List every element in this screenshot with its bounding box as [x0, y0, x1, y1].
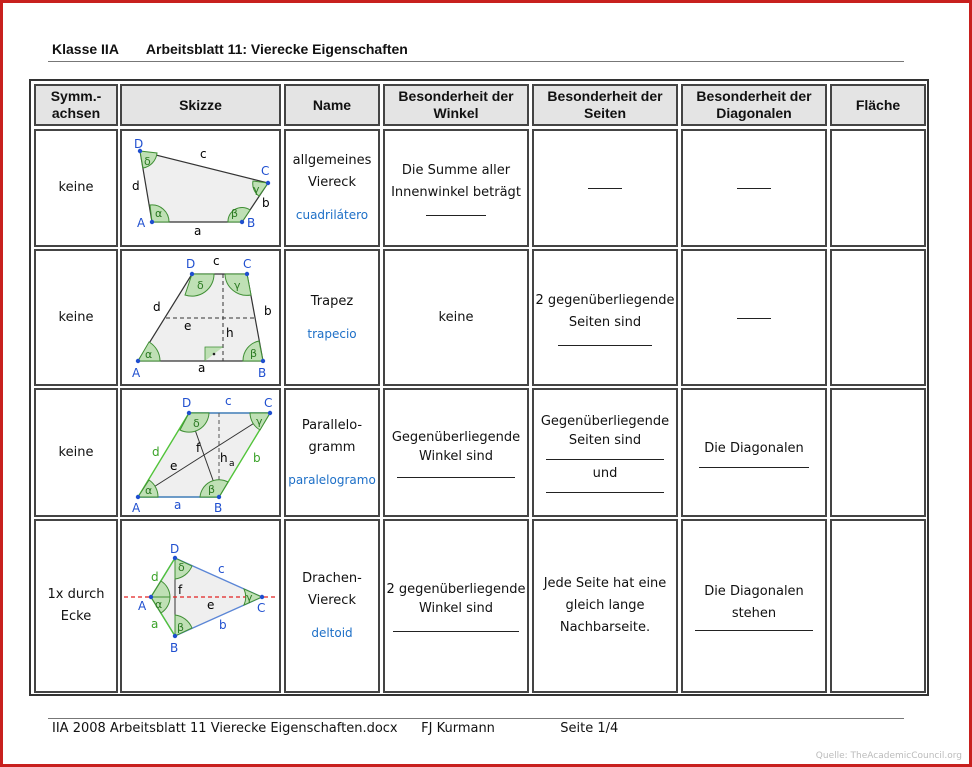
page-header — [52, 41, 408, 57]
label-delta: δ — [193, 417, 200, 430]
label-B: B — [214, 501, 223, 515]
label-beta: β — [231, 207, 239, 220]
label-B: B — [258, 366, 267, 380]
label-alpha: α — [145, 484, 153, 497]
label-gamma: γ — [246, 591, 253, 604]
footer-page: Seite 1/4 — [560, 721, 619, 736]
col-header-winkel — [383, 84, 529, 126]
row4-winkel — [383, 519, 529, 693]
row4-name-line1: Drachen- — [302, 571, 362, 586]
label-a: a — [198, 361, 206, 375]
row1-symm-text: keine — [58, 180, 94, 195]
row3-diag — [681, 388, 827, 517]
row3-symm — [34, 388, 118, 517]
label-ha: a — [229, 459, 235, 469]
row1-winkel — [383, 129, 529, 247]
row4-name — [284, 519, 380, 693]
row1-sketch — [120, 129, 281, 247]
row4-seiten-line3: Nachbarseite. — [559, 620, 651, 635]
label-delta: δ — [144, 155, 151, 168]
label-b: b — [262, 196, 270, 210]
col-header-flaeche-label: Fläche — [855, 96, 901, 113]
row2-seiten-blank[interactable] — [558, 344, 652, 346]
row3-name-line2: gramm — [308, 439, 356, 455]
col-header-diagonalen — [681, 84, 827, 126]
row4-sketch — [120, 519, 281, 693]
col-header-flaeche — [830, 84, 926, 126]
row3-name-es: paralelogramo — [288, 472, 376, 487]
label-B: B — [170, 641, 179, 655]
col-header-name-label: Name — [312, 96, 352, 113]
label-delta: δ — [197, 279, 204, 292]
label-f: f — [178, 583, 183, 597]
row3-winkel-line2: Winkel sind — [418, 448, 494, 464]
label-B: B — [247, 216, 256, 230]
row1-name-es: cuadrilátero — [295, 208, 369, 222]
col-header-skizze-label: Skizze — [179, 96, 222, 113]
row3-name-line1: Parallelo- — [301, 417, 363, 433]
row3-seiten-line2: Seiten sind — [568, 433, 642, 448]
row2-seiten — [532, 249, 678, 386]
row4-name-line2: Viereck — [308, 593, 356, 608]
label-alpha: α — [155, 598, 163, 611]
label-gamma: γ — [253, 183, 260, 196]
row4-symm-text: 1x durch Ecke — [47, 587, 105, 624]
row2-name-line1: Trapez — [310, 293, 354, 309]
label-c: c — [200, 147, 207, 161]
row3-diag-line1: Die Diagonalen — [704, 440, 804, 456]
label-A: A — [132, 366, 141, 380]
label-b: b — [219, 618, 227, 632]
label-D: D — [170, 542, 180, 556]
footer-divider — [48, 718, 904, 719]
label-C: C — [257, 601, 266, 615]
row3-flaeche[interactable] — [830, 388, 926, 517]
row4-diag-line1: Die Diagonalen stehen — [704, 584, 804, 621]
label-C: C — [261, 164, 270, 178]
label-a: a — [194, 224, 202, 238]
label-e: e — [170, 459, 178, 473]
label-D: D — [186, 257, 196, 271]
label-gamma: γ — [234, 279, 241, 292]
header-divider — [48, 61, 904, 62]
label-d: d — [132, 179, 140, 193]
row1-diag — [681, 129, 827, 247]
row2-seiten-line1: 2 gegenüberliegende — [535, 292, 675, 308]
label-C: C — [264, 396, 273, 410]
label-alpha: α — [155, 207, 163, 220]
properties-table — [29, 79, 929, 696]
col-header-diagonalen-label: Besonderheit der Diagonalen — [696, 88, 812, 121]
row3-seiten-blank1[interactable] — [546, 458, 664, 460]
col-header-seiten-label: Besonderheit der Seiten — [547, 88, 663, 121]
parallelogram-sketch — [122, 390, 279, 515]
row4-flaeche[interactable] — [830, 519, 926, 693]
row3-seiten-line1: Gegenüberliegende — [540, 414, 670, 429]
row4-winkel-line2: Winkel sind — [418, 601, 494, 616]
label-c: c — [225, 394, 232, 408]
col-header-symm-label: Symm.-achsen — [50, 88, 102, 121]
quadrilateral-sketch — [122, 131, 279, 245]
row2-sketch — [120, 249, 281, 386]
label-D: D — [182, 396, 192, 410]
label-beta: β — [177, 621, 185, 634]
row4-diag — [681, 519, 827, 693]
class-label: Klasse IIA — [52, 41, 119, 57]
label-A: A — [138, 599, 147, 613]
row2-diag-blank[interactable] — [737, 317, 771, 319]
row1-flaeche[interactable] — [830, 129, 926, 247]
label-a: a — [174, 498, 182, 512]
label-C: C — [243, 257, 252, 271]
row2-symm-text: keine — [58, 309, 94, 325]
label-d: d — [153, 300, 161, 314]
label-a: a — [151, 617, 159, 631]
col-header-winkel-label: Besonderheit der Winkel — [398, 88, 514, 121]
footer-author: FJ Kurmann — [421, 721, 495, 736]
label-alpha: α — [145, 348, 153, 361]
label-c: c — [213, 254, 220, 268]
row4-winkel-blank[interactable] — [393, 630, 519, 632]
row3-winkel — [383, 388, 529, 517]
label-f: f — [196, 441, 201, 455]
row1-winkel-blank[interactable] — [426, 214, 486, 216]
row1-name-line1: allgemeines — [292, 153, 372, 168]
kite-sketch — [122, 521, 279, 691]
footer-filename: IIA 2008 Arbeitsblatt 11 Vierecke Eigenschaften.docx — [52, 721, 398, 736]
label-e: e — [184, 319, 192, 333]
label-d: d — [151, 570, 159, 584]
row2-seiten-line2: Seiten sind — [568, 314, 642, 330]
row2-diag — [681, 249, 827, 386]
row4-diag-blank[interactable] — [695, 629, 813, 631]
label-A: A — [132, 501, 141, 515]
row2-name — [284, 249, 380, 386]
row1-winkel-line2: Innenwinkel beträgt — [391, 185, 521, 200]
label-delta: δ — [178, 561, 185, 574]
row3-seiten-blank2[interactable] — [546, 491, 664, 493]
watermark: Quelle: TheAcademicCouncil.org — [815, 751, 962, 761]
row2-winkel — [383, 249, 529, 386]
worksheet-title: Arbeitsblatt 11: Vierecke Eigenschaften — [145, 41, 408, 57]
label-c: c — [218, 562, 225, 576]
row3-seiten-und: und — [592, 466, 618, 481]
label-A: A — [137, 216, 146, 230]
row2-winkel-line1: keine — [438, 309, 474, 325]
row3-name — [284, 388, 380, 517]
label-gamma: γ — [256, 415, 263, 428]
row4-seiten — [532, 519, 678, 693]
row1-symm — [34, 129, 118, 247]
trapezoid-sketch — [122, 251, 279, 384]
row1-seiten — [532, 129, 678, 247]
row3-seiten — [532, 388, 678, 517]
label-e: e — [207, 598, 215, 612]
row1-seiten-blank[interactable] — [588, 187, 622, 189]
row3-sketch — [120, 388, 281, 517]
row4-seiten-line2: gleich lange — [565, 598, 645, 613]
label-beta: β — [208, 483, 216, 496]
label-D: D — [134, 137, 144, 151]
row3-winkel-line1: Gegenüberliegende — [391, 429, 521, 445]
page-footer — [52, 721, 618, 736]
col-header-skizze — [120, 84, 281, 126]
label-h: h — [226, 326, 234, 340]
row4-winkel-line1: 2 gegenüberliegende — [386, 582, 526, 597]
row4-seiten-line1: Jede Seite hat eine — [543, 576, 667, 591]
row1-diag-blank[interactable] — [737, 187, 771, 189]
row2-symm — [34, 249, 118, 386]
row4-name-es: deltoid — [311, 626, 353, 640]
row1-name-line2: Viereck — [308, 175, 356, 190]
row3-winkel-blank[interactable] — [397, 476, 515, 478]
row3-diag-blank[interactable] — [699, 466, 809, 468]
label-beta: β — [250, 347, 258, 360]
row2-name-es: trapecio — [307, 326, 357, 341]
label-d: d — [152, 445, 160, 459]
col-header-name — [284, 84, 380, 126]
label-h: h — [220, 451, 228, 465]
label-b: b — [264, 304, 272, 318]
row1-winkel-line1: Die Summe aller — [401, 163, 511, 178]
row2-flaeche[interactable] — [830, 249, 926, 386]
row1-name — [284, 129, 380, 247]
row4-symm — [34, 519, 118, 693]
row3-symm-text: keine — [58, 444, 94, 460]
label-b: b — [253, 451, 261, 465]
col-header-seiten — [532, 84, 678, 126]
col-header-symm — [34, 84, 118, 126]
